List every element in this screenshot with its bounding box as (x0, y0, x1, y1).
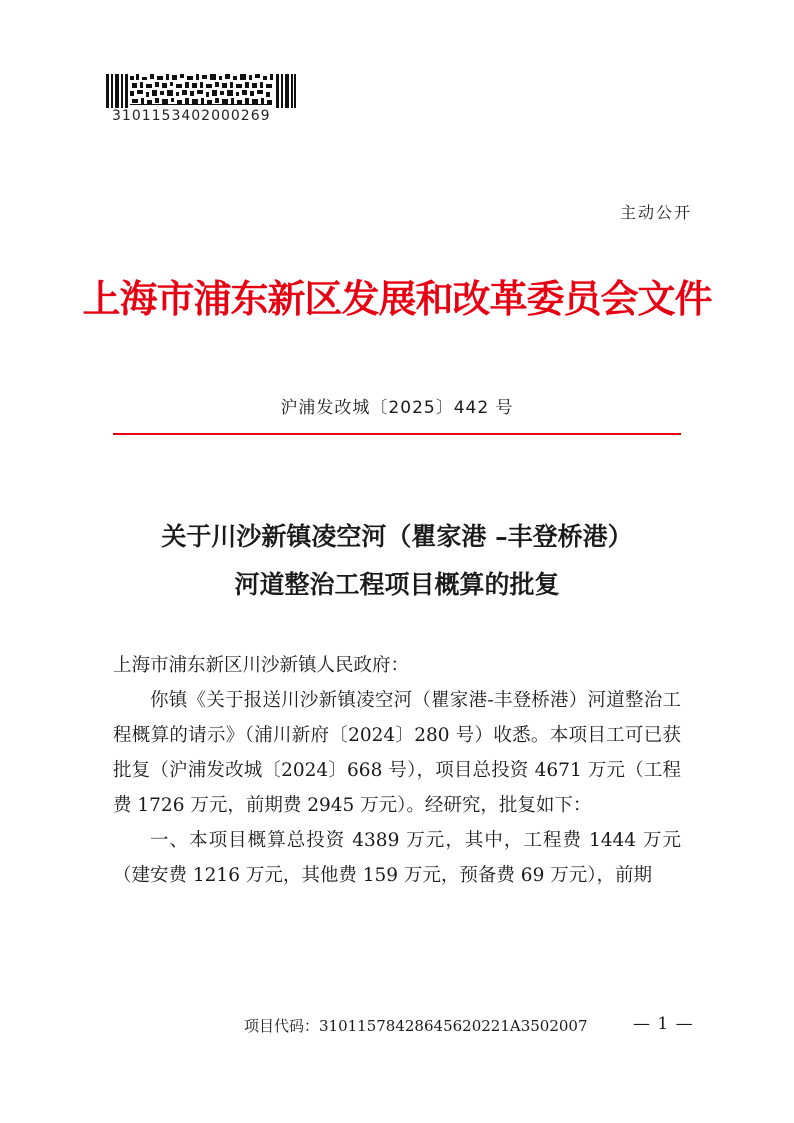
barcode-number: 3101153402000269 (112, 108, 271, 124)
addressee: 上海市浦东新区川沙新镇人民政府： (113, 655, 410, 676)
project-code: 项目代码：31011578428645620221A3502007 (244, 1017, 588, 1035)
page-number: — 1 — (633, 1014, 694, 1034)
document-subject (0, 513, 794, 609)
subject-line-2: 河道整治工程项目概算的批复 (234, 570, 560, 599)
document-number: 沪浦发改城〔2025〕442 号 (280, 398, 514, 418)
issuing-org-title: 上海市浦东新区发展和改革委员会文件 (82, 276, 712, 321)
document-body (113, 648, 681, 893)
subject-line-1: 关于川沙新镇凌空河（瞿家港 –丰登桥港） (161, 522, 633, 551)
disclosure-label: 主动公开 (619, 203, 692, 222)
body-paragraph-1: 你镇《关于报送川沙新镇凌空河（瞿家港-丰登桥港）河道整治工程概算的请示》（浦川新府〔2024〕280 号）收悉。本项目工可已获批复（沪浦发改城〔2024〕668 号），项目总投资 4671 万元（工程费 1726 万元，前期费 2945 万元）。经研究，批复如下： (113, 690, 681, 816)
body-paragraph-2: 一、本项目概算总投资 4389 万元，其中，工程费 1444 万元（建安费 1216 万元，其他费 159 万元，预备费 69 万元），前期 (113, 830, 681, 886)
red-divider-line (113, 433, 681, 435)
barcode-graphic (106, 74, 296, 108)
